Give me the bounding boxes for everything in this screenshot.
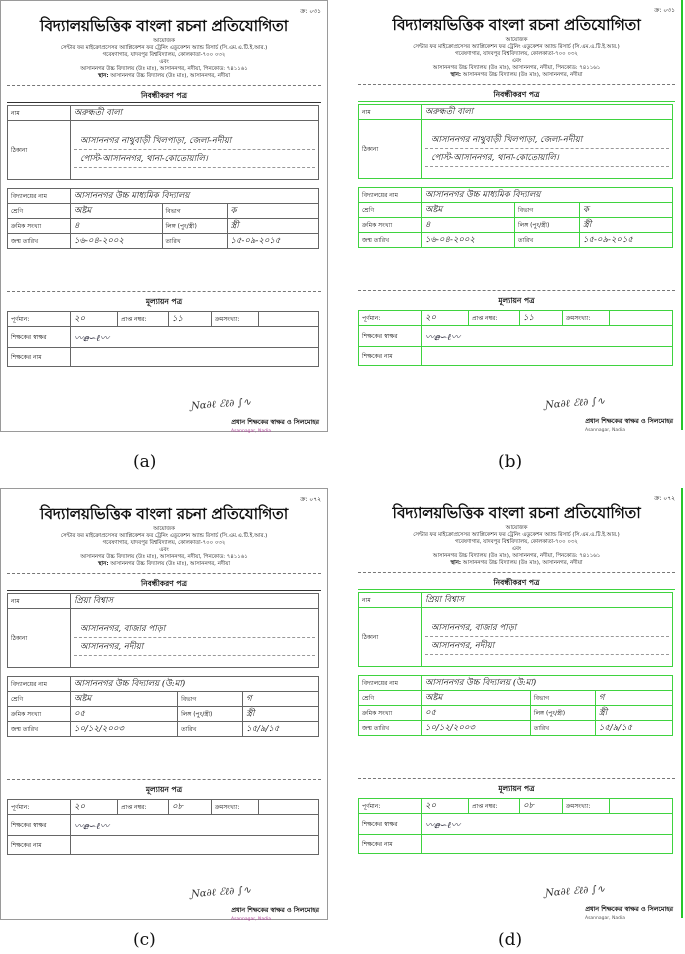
panel-caption: (c) — [133, 930, 156, 950]
form-title: বিদ্যালয়ভিত্তিক বাংলা রচনা প্রতিযোগিতা — [40, 16, 288, 35]
obtained-value: ০৮ — [523, 801, 535, 811]
gender-label: লিঙ্গ (পুং/স্ত্রী) — [178, 707, 243, 722]
evaluation-title: মূল্যায়ন পত্র — [498, 296, 535, 305]
obtained-label: প্রাপ্ত নম্বর: — [118, 312, 169, 327]
gender-label: লিঙ্গ (পুং/স্ত্রী) — [515, 218, 580, 233]
evaluation-title: মূল্যায়ন পত্র — [145, 297, 183, 306]
name-value: প্রিয়া বিশ্বাস — [425, 595, 465, 605]
headmaster-label: প্রধান শিক্ষকের স্বাক্ষর ও সিলমোহর — [231, 907, 319, 914]
name-value: প্রিয়া বিশ্বাস — [74, 596, 114, 606]
venue-value: আসাননগর উচ্চ বিদ্যালয় (উঃ মাঃ), আসাননগর, নদীয়া — [462, 560, 583, 566]
full-marks-value: ২০ — [74, 314, 86, 324]
organizer-line-2: গবেষণাগার, যাদবপুর বিশ্ববিদ্যালয়, কোলকাতা-৭০০ ০৩২ — [455, 51, 578, 57]
obtained-value: ১১ — [523, 313, 535, 323]
registration-title: নিবন্ধীকরণ পত্র — [493, 90, 540, 99]
table-row — [359, 311, 673, 326]
registration-table — [7, 105, 319, 249]
address-line-2: পোস্ট-আসাননগর, থানা-কোতোয়ালি। — [425, 149, 669, 167]
date-value: ১৫-০৯-২০১৫ — [230, 236, 281, 246]
class-value: অষ্টম — [74, 206, 92, 216]
class-label: শ্রেণি — [359, 691, 422, 706]
table-row — [359, 120, 673, 179]
gender-value: স্ত্রী — [246, 709, 255, 719]
form-panel-d — [352, 488, 685, 928]
table-row — [359, 799, 673, 814]
form-title: বিদ্যালয়ভিত্তিক বাংলা রচনা প্রতিযোগিতা — [392, 15, 641, 34]
full-marks-value: ২০ — [74, 802, 86, 812]
section-divider — [7, 779, 321, 780]
teacher-name-label: শিক্ষকের নাম — [8, 836, 71, 855]
dob-label: জন্ম তারিখ — [359, 233, 422, 248]
section-value: গ — [246, 694, 252, 704]
gender-value: স্ত্রী — [583, 220, 592, 230]
registration-title: নিবন্ধীকরণ পত্র — [140, 91, 187, 100]
full-marks-label: পূর্ণমান: — [359, 799, 422, 814]
date-label: তারিখ — [530, 721, 595, 736]
school-value: আসাননগর উচ্চ বিদ্যালয় (উ:মা) — [425, 678, 537, 688]
school-stamp: Asannagar, Nadia — [231, 917, 271, 922]
organizer-line-1: সেন্টার ফর মাইক্রোপ্রসেসর অ্যাপ্লিকেশন ফর ট্রেনিং এডুকেশন অ্যান্ড রিসার্চ (সি.এম.এ.টি.ই.আর.) — [413, 44, 620, 50]
venue-value: আসাননগর উচ্চ বিদ্যালয় (উঃ মাঃ), আসাননগর, নদীয়া — [462, 72, 583, 78]
headmaster-signature: Ɲɑ∂ℓ ℰℓ∂ ∫∿ — [544, 883, 606, 900]
school-value: আসাননগর উচ্চ বিদ্যালয় (উ:মা) — [74, 679, 186, 689]
address-label: ঠিকানা — [8, 121, 71, 180]
roll-value: ০৫ — [74, 709, 86, 719]
venue-label: স্থান: — [450, 560, 462, 566]
address-line-1: আসাননগর নাথুবাড়ী খিলপাড়া, জেলা-নদীয়া — [425, 131, 669, 149]
name-label: নাম — [8, 594, 71, 609]
table-row — [8, 234, 319, 249]
school-stamp: Asannagar, Nadia — [585, 916, 625, 921]
organizer-line-3: আসাননগর উচ্চ বিদ্যালয় (উঃ মাঃ), আসাননগর, নদীয়া, পিনকোড: ৭৪১১৬১ — [80, 66, 248, 72]
organizer-label: আয়োজক — [153, 38, 175, 44]
teacher-name-label: শিক্ষকের নাম — [359, 835, 422, 854]
full-marks-label: পূর্ণমান: — [8, 312, 71, 327]
school-label: বিদ্যালয়ের নাম — [8, 677, 71, 692]
section-label: বিভাগ — [178, 692, 243, 707]
registration-title: নিবন্ধীকরণ পত্র — [493, 578, 540, 587]
section-value: গ — [598, 693, 605, 703]
address-line-2: পোস্ট-আসাননগর, থানা-কোতোয়ালি। — [74, 150, 315, 168]
school-label: বিদ্যালয়ের নাম — [359, 676, 422, 691]
headmaster-signature: Ɲɑ∂ℓ ℰℓ∂ ∫∿ — [544, 395, 606, 412]
table-row — [8, 189, 319, 204]
date-value: ১৫/৯/১৫ — [246, 724, 280, 734]
teacher-sign-label: শিক্ষকের স্বাক্ষর — [359, 814, 422, 835]
name-value: অরুন্ধতী বালা — [425, 107, 474, 117]
form-title: বিদ্যালয়ভিত্তিক বাংলা রচনা প্রতিযোগিতা — [392, 503, 641, 522]
teacher-sign-label: শিক্ষকের স্বাক্ষর — [8, 815, 71, 836]
table-row — [8, 219, 319, 234]
organizer-line-3: আসাননগর উচ্চ বিদ্যালয় (উঃ মাঃ), আসাননগর, নদীয়া, পিনকোড: ৭৪১১৬১ — [432, 553, 601, 559]
registration-table — [358, 104, 673, 248]
organizer-line-2: গবেষণাগার, যাদবপুর বিশ্ববিদ্যালয়, কোলকাতা-৭০০ ০৩২ — [455, 539, 578, 545]
class-value: অষ্টম — [425, 693, 443, 703]
registration-table — [358, 592, 673, 736]
class-label: শ্রেণি — [8, 692, 71, 707]
gender-value: স্ত্রী — [230, 221, 239, 231]
obtained-label: প্রাপ্ত নম্বর: — [469, 311, 520, 326]
venue-label: স্থান: — [98, 73, 109, 79]
form-page — [352, 0, 683, 433]
table-row — [359, 233, 673, 248]
dob-label: জন্ম তারিখ — [359, 721, 422, 736]
rank-label: ক্রমসংখ্যা: — [212, 800, 259, 815]
dob-value: ১৬-০৪-২০০২ — [74, 236, 124, 246]
table-row — [8, 800, 319, 815]
table-row — [359, 835, 673, 854]
dob-value: ১০/১২/২০০৩ — [74, 724, 124, 734]
roll-label: ক্রমিক সংখ্যা — [359, 218, 422, 233]
roll-label: ক্রমিক সংখ্যা — [359, 706, 422, 721]
evaluation-title: মূল্যায়ন পত্র — [498, 784, 535, 793]
roll-label: ক্রমিক সংখ্যা — [8, 707, 71, 722]
teacher-signature: 〰︎ⅇ∽ℓ〰︎ — [74, 333, 110, 344]
school-value: আসাননগর উচ্চ মাধ্যমিক বিদ্যালয় — [74, 191, 190, 201]
roll-value: ৪ — [425, 220, 431, 230]
organizer-line-1: সেন্টার ফর মাইক্রোপ্রসেসর অ্যাপ্লিকেশন ফর ট্রেনিং এডুকেশন অ্যান্ড রিসার্চ (সি.এম.এ.টি.ই.আর.) — [60, 45, 268, 51]
header-divider — [358, 572, 675, 573]
venue-label: স্থান: — [98, 561, 109, 567]
panel-caption: (a) — [133, 452, 157, 472]
panel-caption: (d) — [498, 930, 523, 950]
organizer-and: এবং — [159, 547, 169, 553]
evaluation-table — [7, 799, 319, 855]
venue-line — [352, 72, 681, 79]
table-row — [8, 312, 319, 327]
table-row — [8, 707, 319, 722]
serial-number: ক্র: ০৭২ — [654, 495, 675, 502]
headmaster-label: প্রধান শিক্ষকের স্বাক্ষর ও সিলমোহর — [585, 906, 673, 913]
gender-label: লিঙ্গ (পুং/স্ত্রী) — [162, 219, 227, 234]
section-label: বিভাগ — [162, 204, 227, 219]
venue-line — [352, 560, 681, 567]
obtained-label: প্রাপ্ত নম্বর: — [469, 799, 520, 814]
date-label: তারিখ — [162, 234, 227, 249]
dob-value: ১৬-০৪-২০০২ — [425, 235, 475, 245]
section-divider — [358, 778, 675, 779]
evaluation-title: মূল্যায়ন পত্র — [145, 785, 183, 794]
gender-value: স্ত্রী — [598, 708, 608, 718]
table-row — [8, 668, 319, 677]
dob-value: ১০/১২/২০০৩ — [425, 723, 475, 733]
venue-line — [1, 73, 327, 80]
section-label: বিভাগ — [530, 691, 595, 706]
section-label: বিভাগ — [515, 203, 580, 218]
serial-number: ক্র: ০৭২ — [300, 496, 321, 503]
organizer-line-3: আসাননগর উচ্চ বিদ্যালয় (উঃ মাঃ), আসাননগর, নদীয়া, পিনকোড: ৭৪১১৬১ — [80, 554, 248, 560]
school-value: আসাননগর উচ্চ মাধ্যমিক বিদ্যালয় — [425, 190, 541, 200]
address-label: ঠিকানা — [359, 608, 422, 667]
teacher-signature: 〰︎ⅇ∽ℓ〰︎ — [425, 820, 461, 831]
panel-caption: (b) — [498, 452, 523, 472]
address-line-1: আসাননগর, বাজার পাড়া — [425, 619, 669, 637]
table-row — [359, 814, 673, 835]
section-divider — [7, 291, 321, 292]
table-row — [359, 347, 673, 366]
rank-label: ক্রমসংখ্যা: — [212, 312, 259, 327]
registration-rule — [7, 102, 321, 103]
table-row — [8, 692, 319, 707]
evaluation-table — [7, 311, 319, 367]
gender-label: লিঙ্গ (পুং/স্ত্রী) — [530, 706, 595, 721]
full-marks-label: পূর্ণমান: — [359, 311, 422, 326]
address-line-2: আসাননগর, নদীয়া — [425, 637, 669, 655]
full-marks-value: ২০ — [425, 801, 437, 811]
class-value: অষ্টম — [425, 205, 443, 215]
headmaster-signature: Ɲɑ∂ℓ ℰℓ∂ ∫∿ — [190, 396, 252, 413]
registration-rule — [358, 101, 675, 102]
organizer-and: এবং — [511, 58, 522, 64]
table-row — [359, 593, 673, 608]
class-label: শ্রেণি — [8, 204, 71, 219]
table-row — [8, 609, 319, 668]
registration-rule — [358, 589, 675, 590]
organizer-and: এবং — [159, 59, 169, 65]
venue-value: আসাননগর উচ্চ বিদ্যালয় (উঃ মাঃ), আসাননগর, নদীয়া — [110, 73, 230, 79]
table-row — [359, 188, 673, 203]
organizer-line-1: সেন্টার ফর মাইক্রোপ্রসেসর অ্যাপ্লিকেশন ফর ট্রেনিং এডুকেশন অ্যান্ড রিসার্চ (সি.এম.এ.টি.ই.আর.) — [60, 533, 268, 539]
evaluation-table — [358, 798, 673, 854]
roll-value: ৪ — [74, 221, 80, 231]
date-label: তারিখ — [178, 722, 243, 737]
name-label: নাম — [8, 106, 71, 121]
class-value: অষ্টম — [74, 694, 92, 704]
table-row — [359, 721, 673, 736]
obtained-value: ১১ — [172, 314, 184, 324]
school-stamp: Asannagar, Nadia — [231, 429, 271, 434]
table-row — [8, 204, 319, 219]
obtained-label: প্রাপ্ত নম্বর: — [118, 800, 169, 815]
teacher-name-label: শিক্ষকের নাম — [359, 347, 422, 366]
table-row — [8, 815, 319, 836]
form-panel-a — [0, 0, 330, 440]
organizer-line-2: গবেষণাগার, যাদবপুর বিশ্ববিদ্যালয়, কোলকাতা-৭০০ ০৩২ — [102, 52, 226, 58]
name-label: নাম — [359, 593, 422, 608]
table-row — [359, 667, 673, 676]
organizer-line-2: গবেষণাগার, যাদবপুর বিশ্ববিদ্যালয়, কোলকাতা-৭০০ ০৩২ — [102, 540, 226, 546]
table-row — [8, 106, 319, 121]
headmaster-signature: Ɲɑ∂ℓ ℰℓ∂ ∫∿ — [190, 884, 252, 901]
form-title: বিদ্যালয়ভিত্তিক বাংলা রচনা প্রতিযোগিতা — [40, 504, 288, 523]
table-row — [359, 676, 673, 691]
table-row — [8, 327, 319, 348]
address-line-1: আসাননগর, বাজার পাড়া — [74, 620, 315, 638]
obtained-value: ০৮ — [172, 802, 184, 812]
table-row — [359, 203, 673, 218]
registration-rule — [7, 590, 321, 591]
organizer-and: এবং — [511, 546, 522, 552]
evaluation-table — [358, 310, 673, 366]
date-label: তারিখ — [515, 233, 580, 248]
organizer-label: আয়োজক — [505, 525, 528, 531]
address-label: ঠিকানা — [359, 120, 422, 179]
name-value: অরুন্ধতী বালা — [74, 108, 123, 118]
rank-label: ক্রমসংখ্যা: — [563, 311, 610, 326]
header-divider — [358, 84, 675, 85]
roll-value: ০৫ — [425, 708, 437, 718]
venue-value: আসাননগর উচ্চ বিদ্যালয় (উঃ মাঃ), আসাননগর, নদীয়া — [110, 561, 230, 567]
table-row — [8, 594, 319, 609]
section-value: ক — [583, 205, 589, 215]
full-marks-label: পূর্ণমান: — [8, 800, 71, 815]
venue-line — [1, 561, 327, 568]
organizer-label: আয়োজক — [153, 526, 175, 532]
table-row — [8, 722, 319, 737]
table-row — [8, 121, 319, 180]
address-line-1: আসাননগর নাথুবাড়ী খিলপাড়া, জেলা-নদীয়া — [74, 132, 315, 150]
registration-title: নিবন্ধীকরণ পত্র — [140, 579, 187, 588]
section-value: ক — [230, 206, 237, 216]
table-row — [359, 691, 673, 706]
organizer-line-1: সেন্টার ফর মাইক্রোপ্রসেসর অ্যাপ্লিকেশন ফর ট্রেনিং এডুকেশন অ্যান্ড রিসার্চ (সি.এম.এ.টি.ই.আর.) — [413, 532, 620, 538]
serial-number: ক্র: ০৩১ — [300, 8, 321, 15]
form-page — [0, 488, 328, 920]
dob-label: জন্ম তারিখ — [8, 722, 71, 737]
header-divider — [7, 85, 321, 86]
teacher-sign-label: শিক্ষকের স্বাক্ষর — [8, 327, 71, 348]
school-label: বিদ্যালয়ের নাম — [8, 189, 71, 204]
name-label: নাম — [359, 105, 422, 120]
table-row — [359, 179, 673, 188]
table-row — [8, 348, 319, 367]
table-row — [359, 326, 673, 347]
headmaster-label: প্রধান শিক্ষকের স্বাক্ষর ও সিলমোহর — [585, 418, 673, 425]
serial-number: ক্র: ০৩১ — [654, 7, 675, 14]
table-row — [359, 706, 673, 721]
class-label: শ্রেণি — [359, 203, 422, 218]
form-panel-c — [0, 488, 330, 928]
teacher-sign-label: শিক্ষকের স্বাক্ষর — [359, 326, 422, 347]
form-page — [352, 488, 683, 921]
registration-table — [7, 593, 319, 737]
table-row — [359, 218, 673, 233]
rank-label: ক্রমসংখ্যা: — [563, 799, 610, 814]
full-marks-value: ২০ — [425, 313, 437, 323]
form-panel-b — [352, 0, 685, 440]
dob-label: জন্ম তারিখ — [8, 234, 71, 249]
teacher-signature: 〰︎ⅇ∽ℓ〰︎ — [425, 332, 461, 343]
form-page — [0, 0, 328, 432]
date-value: ১৫/৯/১৫ — [598, 723, 633, 733]
address-label: ঠিকানা — [8, 609, 71, 668]
teacher-signature: 〰︎ⅇ∽ℓ〰︎ — [74, 821, 110, 832]
roll-label: ক্রমিক সংখ্যা — [8, 219, 71, 234]
table-row — [8, 836, 319, 855]
section-divider — [358, 290, 675, 291]
organizer-label: আয়োজক — [505, 37, 528, 43]
headmaster-label: প্রধান শিক্ষকের স্বাক্ষর ও সিলমোহর — [231, 419, 319, 426]
table-row — [359, 608, 673, 667]
address-line-2: আসাননগর, নদীয়া — [74, 638, 315, 656]
teacher-name-label: শিক্ষকের নাম — [8, 348, 71, 367]
header-divider — [7, 573, 321, 574]
date-value: ১৫-০৯-২০১৫ — [583, 235, 633, 245]
table-row — [8, 677, 319, 692]
venue-label: স্থান: — [450, 72, 462, 78]
school-label: বিদ্যালয়ের নাম — [359, 188, 422, 203]
table-row — [359, 105, 673, 120]
school-stamp: Asannagar, Nadia — [585, 428, 625, 433]
table-row — [8, 180, 319, 189]
organizer-line-3: আসাননগর উচ্চ বিদ্যালয় (উঃ মাঃ), আসাননগর, নদীয়া, পিনকোড: ৭৪১১৬১ — [432, 65, 601, 71]
